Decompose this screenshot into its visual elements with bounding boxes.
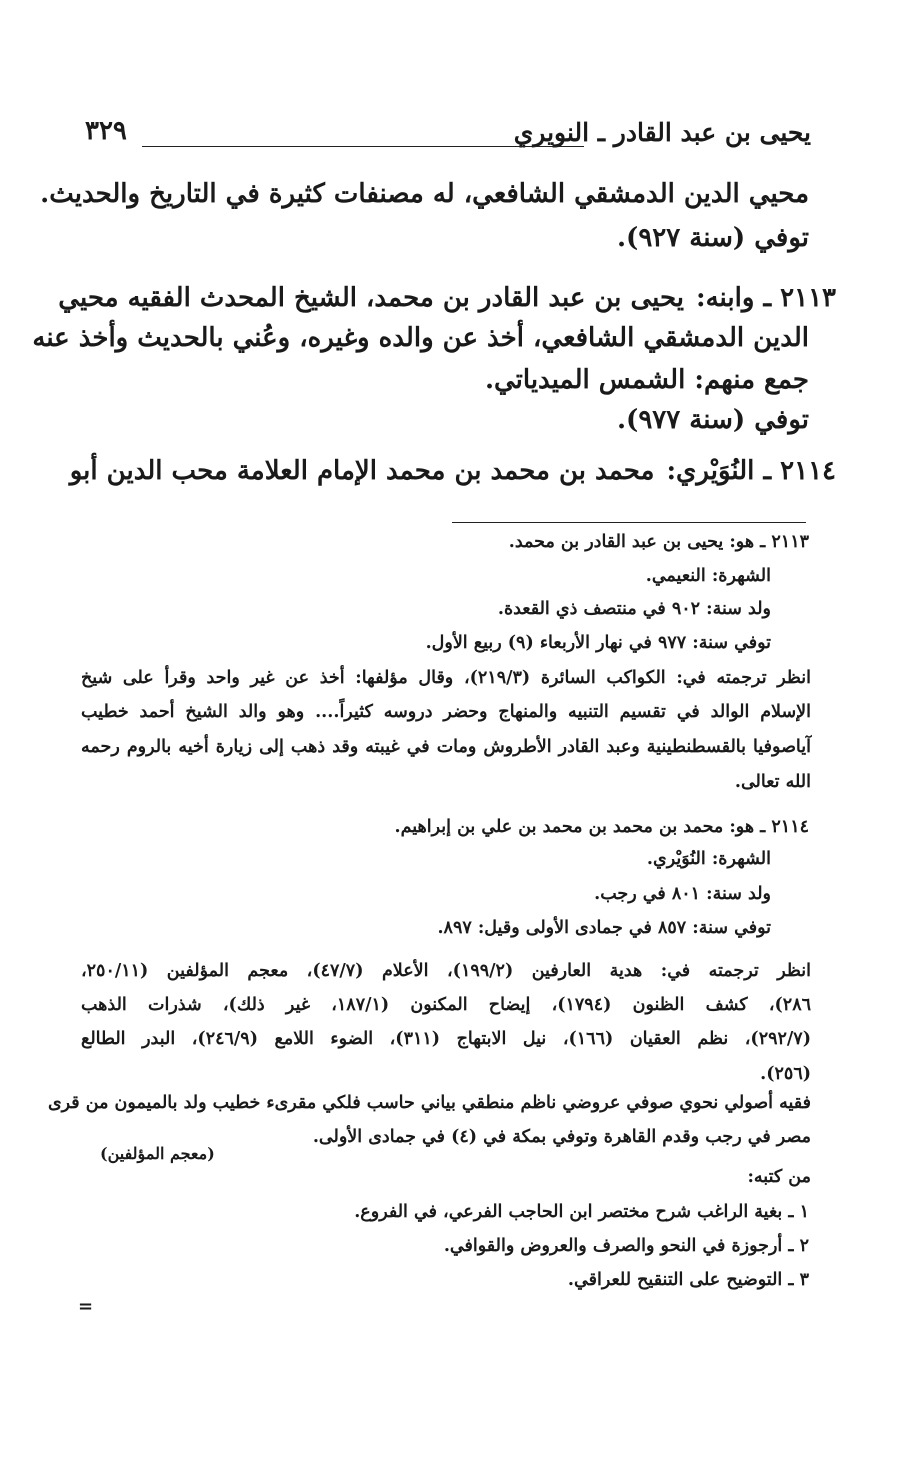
main-text-line: الدين الدمشقي الشافعي، أخذ عن والده وغيره، وعُني بالحديث وأخذ عنه: [32, 323, 809, 353]
footnote-2113-head: ٢١١٣ ـ هو: يحيى بن عبد القادر بن محمد.: [508, 532, 809, 552]
entry-2114-first-line: [70, 458, 836, 484]
footnote-refs-line: (٢٩٢/٧)، نظم العقيان (١٦٦)، نيل الابتهاج (٣١١)، الضوء اللامع (٢٤٦/٩)، البدر الطالع: [81, 1029, 811, 1049]
entry-2113-first-line: [58, 285, 836, 311]
footnote-refs-line: انظر ترجمته في: الكواكب السائرة (٢١٩/٣)، وقال مؤلفها: أخذ عن غير واحد وقرأ على شيخ: [81, 668, 812, 688]
footnote-insert-source: (معجم المؤلفين): [100, 1144, 215, 1163]
main-text-line: توفي (سنة ٩٢٧).: [616, 223, 809, 253]
footnote-insert-line: فقيه أصولي نحوي صوفي عروضي ناظم منطقي بياني حاسب فلكي مقرىء خطيب ولد بالميمون من قرى: [47, 1093, 811, 1113]
running-header-title: يحيى بن عبد القادر ـ النويري: [513, 118, 811, 147]
footnote-died: توفي سنة: ٩٧٧ في نهار الأربعاء (٩) ربيع الأول.: [425, 633, 771, 653]
footnote-refs-line: آياصوفيا بالقسطنطينية وعبد القادر الأطروش ومات في غيبته وقد ذهب إلى زيارة أخيه بالروم رحمه: [81, 737, 811, 757]
footnote-books-heading: من كتبه:: [747, 1167, 811, 1187]
footnote-died: توفي سنة: ٨٥٧ في جمادى الأولى وقيل: ٨٩٧.: [437, 918, 771, 938]
page-number: ٣٢٩: [85, 116, 127, 146]
footnote-born: ولد سنة: ٩٠٢ في منتصف ذي القعدة.: [497, 599, 771, 619]
footnote-refs-line: ٢٨٦)، كشف الظنون (١٧٩٤)، إيضاح المكنون (١٨٧/١، غير ذلك)، شذرات الذهب: [81, 995, 811, 1015]
main-text-line: يحيى بن عبد القادر بن محمد، الشيخ المحدث الفقيه محيي: [58, 283, 685, 313]
footnote-refs-line: الله تعالى.: [734, 772, 811, 792]
entry-2114-label: ٢١١٤ ـ النُوَيْري:: [666, 456, 836, 486]
end-mark: =: [78, 1296, 94, 1317]
footnote-book-item: ١ ـ بغية الراغب شرح مختصر ابن الحاجب الفرعي، في الفروع.: [354, 1202, 809, 1222]
footnote-book-item: ٣ ـ التوضيح على التنقيح للعراقي.: [567, 1270, 809, 1290]
footnote-book-item: ٢ ـ أرجوزة في النحو والصرف والعروض والقوافي.: [443, 1236, 809, 1256]
footnote-insert-line: مصر في رجب وقدم القاهرة وتوفي بمكة في (٤) في جمادى الأولى.: [312, 1127, 811, 1147]
entry-2113-label: ٢١١٣ ـ وابنه:: [696, 283, 836, 313]
footnote-2114-head: ٢١١٤ ـ هو: محمد بن محمد بن محمد بن علي بن إبراهيم.: [394, 817, 809, 837]
main-text-line: محمد بن محمد بن محمد الإمام العلامة محب الدين أبو: [69, 456, 655, 486]
main-text-line: جمع منهم: الشمس الميدياتي.: [484, 365, 809, 395]
footnote-fame: الشهرة: النُوَيْري.: [646, 849, 771, 869]
footnote-refs-line: الإسلام الوالد في تقسيم التنبيه والمنهاج وحضر دروسه كثيراً.... وهو والد الشيخ أحمد خطيب: [81, 702, 811, 722]
footnote-born: ولد سنة: ٨٠١ في رجب.: [594, 884, 771, 904]
footnote-refs-line: (٢٥٦).: [760, 1064, 811, 1084]
footnote-refs-line: انظر ترجمته في: هدية العارفين (١٩٩/٢)، الأعلام (٤٧/٧)، معجم المؤلفين (٢٥٠/١١،: [81, 961, 811, 981]
main-text-line: محيي الدين الدمشقي الشافعي، له مصنفات كثيرة في التاريخ والحديث.: [40, 179, 809, 209]
main-text-line: توفي (سنة ٩٧٧).: [616, 405, 809, 435]
footnote-fame: الشهرة: النعيمي.: [645, 566, 771, 586]
footnote-rule: [452, 522, 806, 523]
header-rule: [142, 146, 584, 147]
